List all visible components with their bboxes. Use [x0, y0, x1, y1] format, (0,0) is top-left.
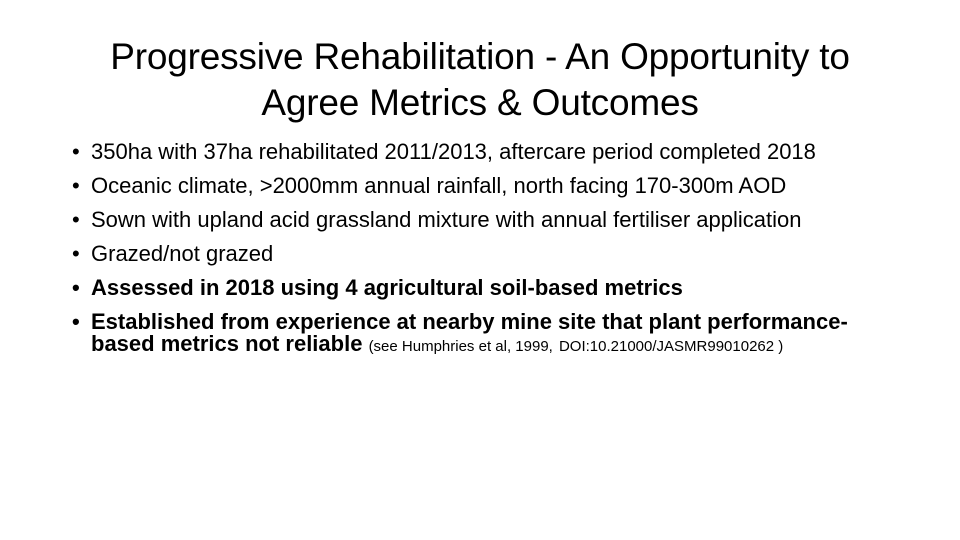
bullet-text: Grazed/not grazed — [91, 241, 274, 266]
bullet-list — [72, 141, 892, 370]
title-line-2: Agree Metrics & Outcomes — [261, 82, 699, 123]
bullet-item-bold — [72, 277, 892, 299]
bullet-item — [72, 175, 892, 197]
citation-note: (see Humphries et al, 1999, — [368, 338, 553, 355]
title-line-1: Progressive Rehabilitation - An Opportunity to — [110, 36, 850, 77]
bullet-item — [72, 243, 892, 265]
bullet-text: 350ha with 37ha rehabilitated 2011/2013, aftercare period completed 2018 — [91, 139, 816, 164]
bullet-item-bold — [72, 311, 892, 358]
citation-doi: DOI:10.21000/JASMR99010262 ) — [558, 338, 784, 355]
bullet-item — [72, 141, 892, 163]
bullet-text: Established from experience at nearby mine site that plant performance-based metrics not reliable — [91, 309, 848, 356]
slide-title — [40, 34, 920, 126]
bullet-item — [72, 209, 892, 231]
bullet-text: Assessed in 2018 using 4 agricultural soil-based metrics — [91, 275, 683, 300]
bullet-text: Sown with upland acid grassland mixture with annual fertiliser application — [91, 207, 802, 232]
bullet-text: Oceanic climate, >2000mm annual rainfall, north facing 170-300m AOD — [91, 173, 787, 198]
